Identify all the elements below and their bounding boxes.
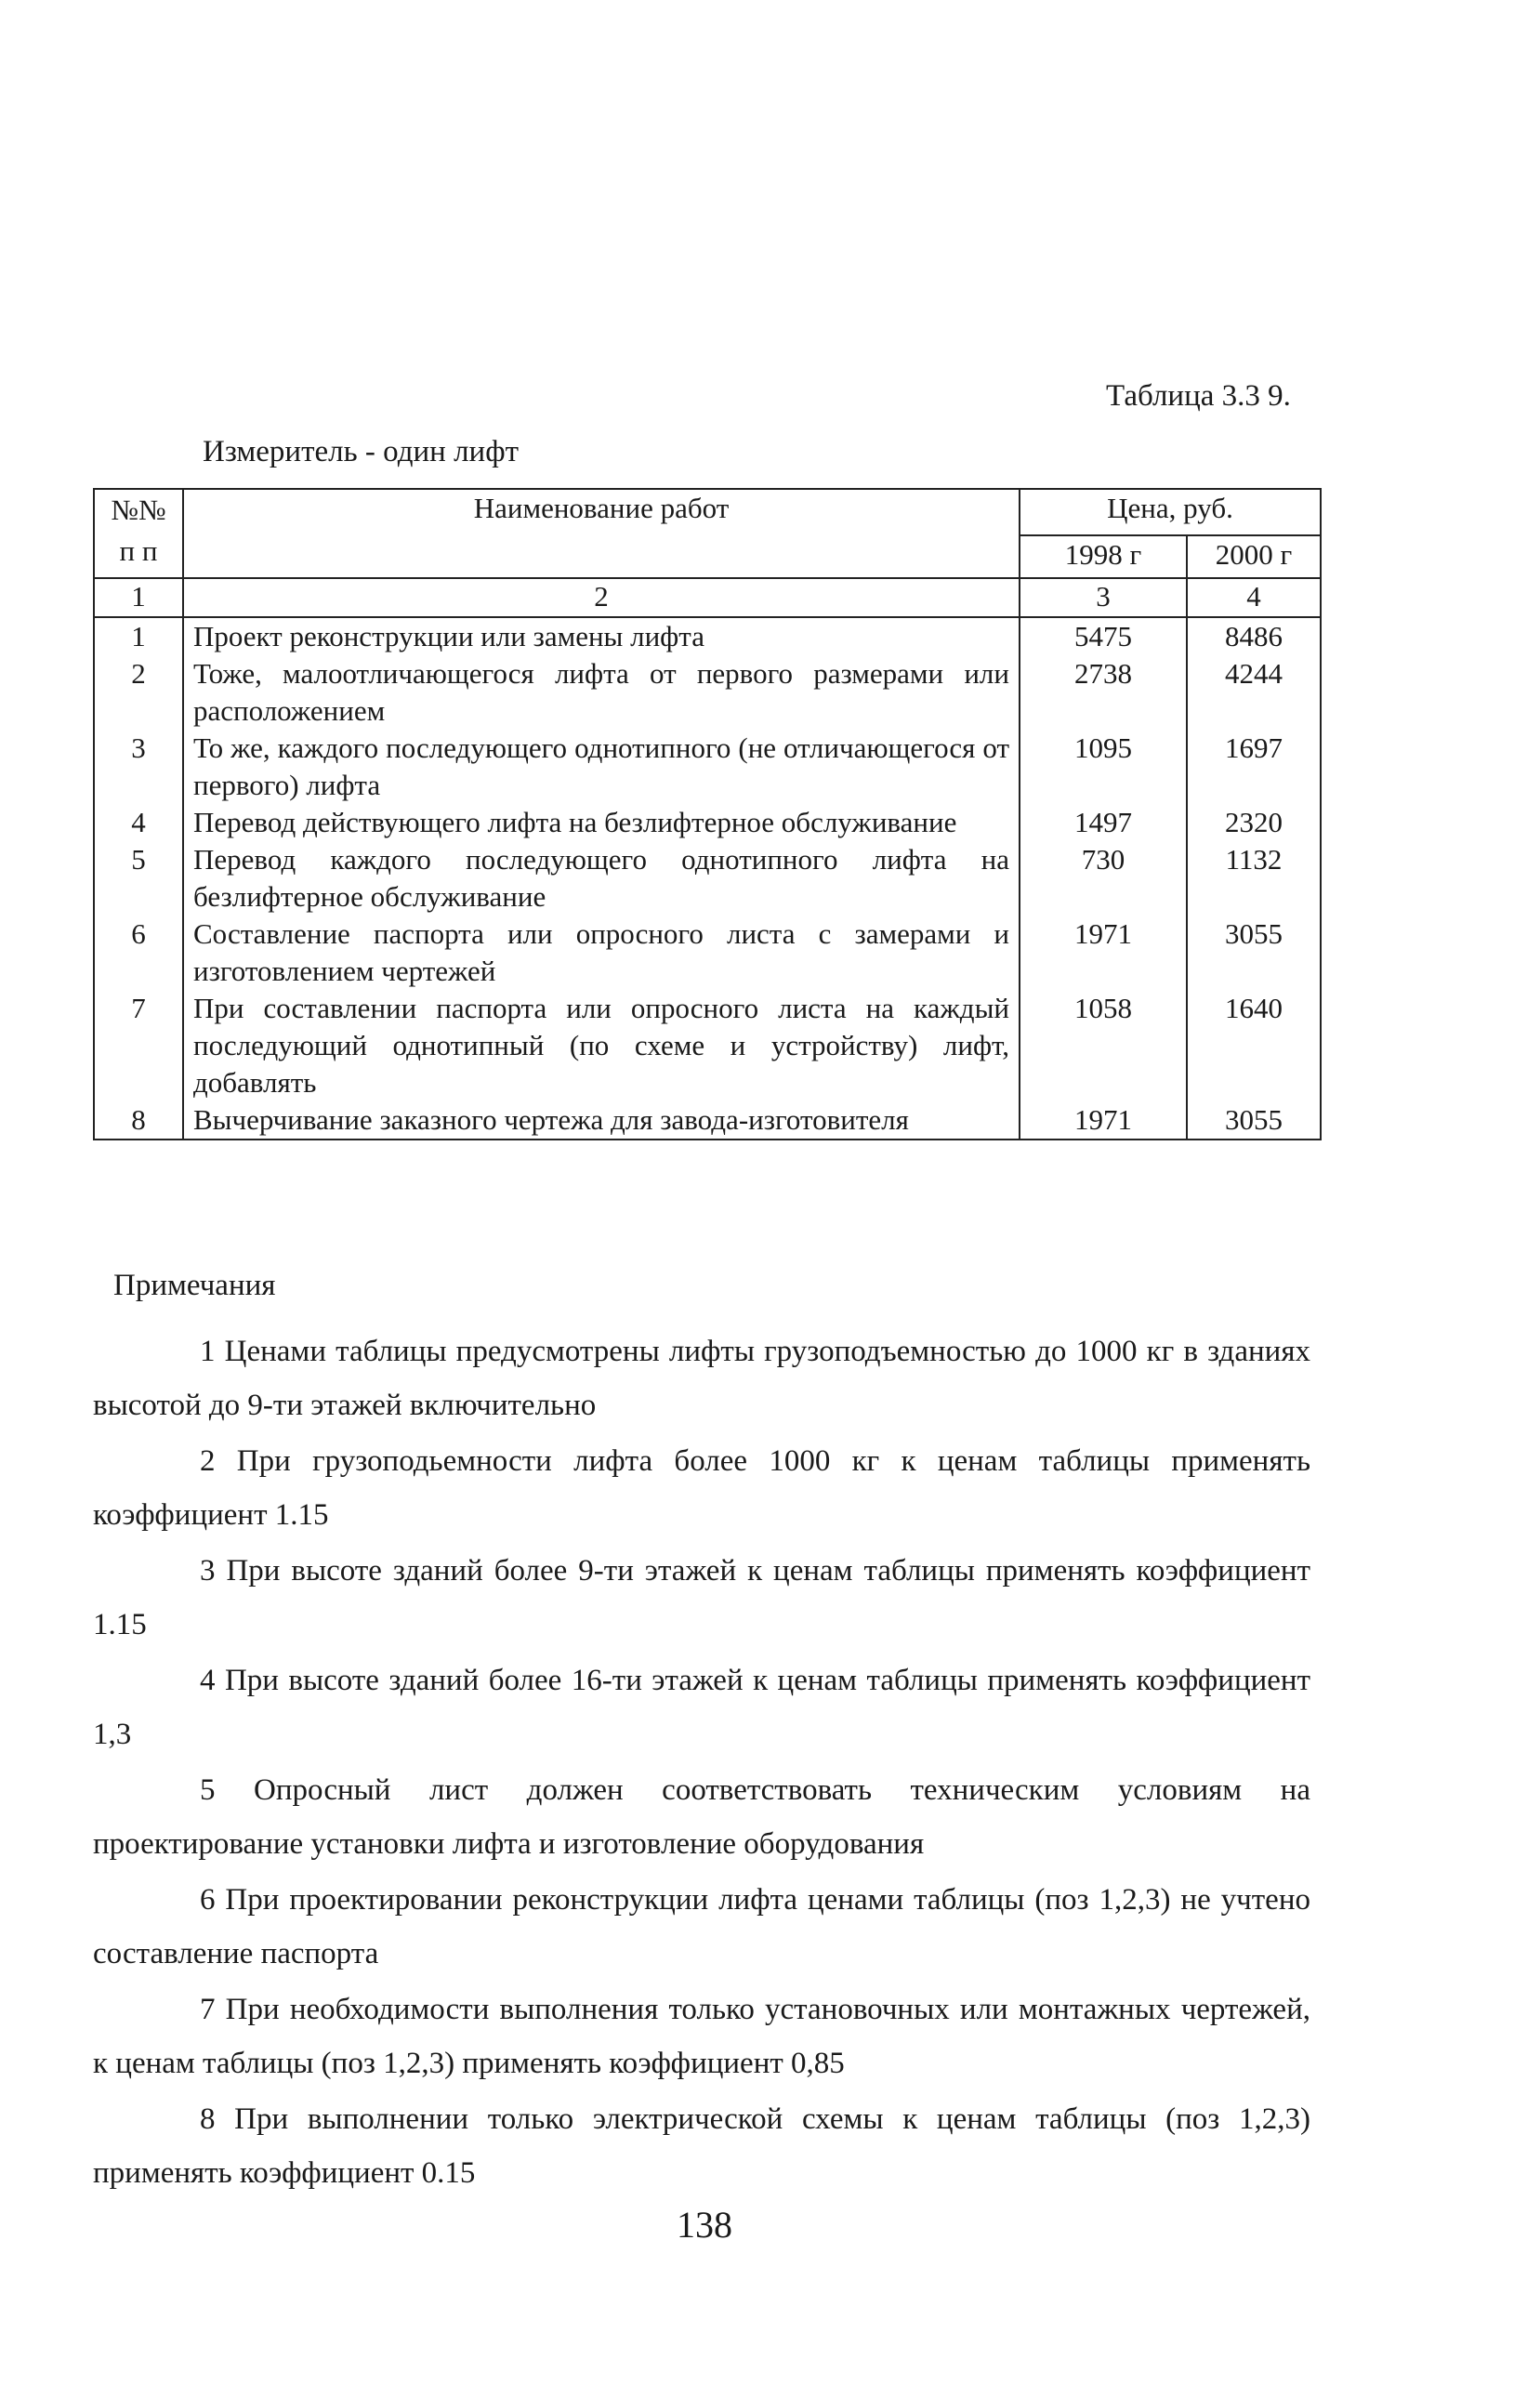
table-row — [94, 1101, 1321, 1140]
note-item: 7 При необходимости выполнения только установочных или монтажных чертежей, к ценам таблицы (поз 1,2,3) применять коэффициент 0,85 — [93, 1993, 1310, 2080]
row-number: 4 — [94, 804, 183, 841]
page-number: 138 — [677, 2204, 732, 2246]
row-number: 2 — [94, 655, 183, 730]
row-number: 1 — [94, 617, 183, 655]
table-row — [94, 916, 1321, 990]
work-name: Вычерчивание заказного чертежа для завода-изготовителя — [183, 1101, 1020, 1140]
header-number-line1: №№ — [111, 494, 166, 526]
column-number-row — [94, 578, 1321, 617]
price-2000: 1132 — [1187, 841, 1321, 916]
work-name: Составление паспорта или опросного листа с замерами и изготовлением чертежей — [183, 916, 1020, 990]
header-price: Цена, руб. — [1020, 489, 1321, 535]
price-1998: 1497 — [1020, 804, 1187, 841]
header-work-name: Наименование работ — [183, 489, 1020, 578]
header-year-1998: 1998 г — [1020, 535, 1187, 578]
row-number: 7 — [94, 990, 183, 1101]
price-2000: 1640 — [1187, 990, 1321, 1101]
column-number: 1 — [94, 578, 183, 617]
price-1998: 730 — [1020, 841, 1187, 916]
price-1998: 2738 — [1020, 655, 1187, 730]
note-item: 1 Ценами таблицы предусмотрены лифты грузоподъемностью до 1000 кг в зданиях высотой до 9-ти этажей включительно — [93, 1335, 1310, 1422]
row-number: 8 — [94, 1101, 183, 1140]
work-name: Перевод каждого последующего однотипного лифта на безлифтерное обслуживание — [183, 841, 1020, 916]
table-row — [94, 804, 1321, 841]
table-row — [94, 841, 1321, 916]
table-row — [94, 617, 1321, 655]
row-number: 6 — [94, 916, 183, 990]
price-1998: 1971 — [1020, 1101, 1187, 1140]
note-item: 3 При высоте зданий более 9-ти этажей к ценам таблицы применять коэффициент 1.15 — [93, 1554, 1310, 1641]
price-2000: 3055 — [1187, 916, 1321, 990]
work-name: При составлении паспорта или опросного листа на каждый последующий однотипный (по схеме и устройству) лифт, добавлять — [183, 990, 1020, 1101]
row-number: 5 — [94, 841, 183, 916]
table-row — [94, 655, 1321, 730]
work-name: Перевод действующего лифта на безлифтерное обслуживание — [183, 804, 1020, 841]
table-row — [94, 990, 1321, 1101]
note-item: 8 При выполнении только электрической схемы к ценам таблицы (поз 1,2,3) применять коэффициент 0.15 — [93, 2102, 1310, 2190]
header-number-line2: п п — [119, 534, 158, 567]
notes-list — [93, 1324, 1310, 2202]
table-row — [94, 730, 1321, 804]
work-name: Тоже, малоотличающегося лифта от первого размерами или расположением — [183, 655, 1020, 730]
price-2000: 3055 — [1187, 1101, 1321, 1140]
table-number: Таблица 3.3 9. — [1106, 379, 1291, 413]
price-2000: 8486 — [1187, 617, 1321, 655]
note-item: 6 При проектировании реконструкции лифта ценами таблицы (поз 1,2,3) не учтено составление паспорта — [93, 1883, 1310, 1970]
price-1998: 5475 — [1020, 617, 1187, 655]
measure-unit: Измеритель - один лифт — [203, 435, 520, 468]
header-number — [94, 489, 183, 578]
column-number: 2 — [183, 578, 1020, 617]
column-number: 3 — [1020, 578, 1187, 617]
price-2000: 2320 — [1187, 804, 1321, 841]
work-name: То же, каждого последующего однотипного (не отличающегося от первого) лифта — [183, 730, 1020, 804]
note-item: 2 При грузоподьемности лифта более 1000 кг к ценам таблицы применять коэффициент 1.15 — [93, 1444, 1310, 1532]
notes-title: Примечания — [113, 1269, 276, 1302]
row-number: 3 — [94, 730, 183, 804]
price-table — [93, 488, 1322, 1140]
note-item: 5 Опросный лист должен соответствовать техническим условиям на проектирование установки лифта и изготовление оборудования — [93, 1773, 1310, 1861]
note-item: 4 При высоте зданий более 16-ти этажей к ценам таблицы применять коэффициент 1,3 — [93, 1664, 1310, 1751]
work-name: Проект реконструкции или замены лифта — [183, 617, 1020, 655]
price-2000: 4244 — [1187, 655, 1321, 730]
header-year-2000: 2000 г — [1187, 535, 1321, 578]
price-1998: 1095 — [1020, 730, 1187, 804]
price-2000: 1697 — [1187, 730, 1321, 804]
price-1998: 1971 — [1020, 916, 1187, 990]
price-1998: 1058 — [1020, 990, 1187, 1101]
column-number: 4 — [1187, 578, 1321, 617]
